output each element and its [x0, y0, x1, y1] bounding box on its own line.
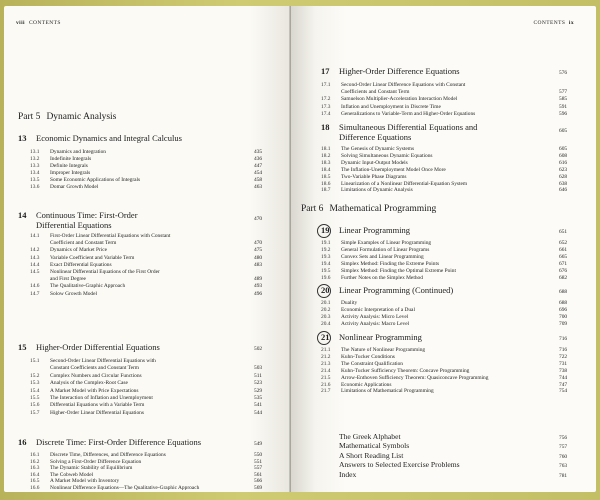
section-number: 16.6	[30, 485, 40, 491]
section-number: 13.4	[30, 169, 40, 176]
section-page: 447	[254, 162, 263, 169]
section-number: 18.5	[321, 173, 331, 180]
section-page: 731	[559, 360, 568, 367]
section-title: Nonlinear Differential Equations of the First Order	[50, 269, 160, 275]
section-page: 480	[254, 254, 263, 261]
section-page: 628	[559, 173, 568, 180]
back-matter-page: 757	[559, 444, 568, 451]
chapter-page: 716	[559, 336, 568, 342]
back-matter-title: A Short Reading List	[339, 450, 404, 460]
section-page: 709	[559, 320, 568, 327]
section-title: Kuhn-Tucker Conditions	[341, 353, 395, 360]
section-number: 18.7	[321, 187, 331, 194]
section-title: The Inflation-Unemployment Model Once More	[341, 166, 446, 173]
section-page: 541	[254, 402, 263, 409]
section-title: Simple Examples of Linear Programming	[341, 240, 432, 246]
chapter-page: 605	[559, 128, 568, 134]
section-page: 503	[254, 365, 263, 372]
section-page: 608	[559, 152, 568, 159]
back-matter-page: 760	[559, 453, 568, 460]
section-page: 661	[559, 246, 568, 253]
section-number: 15.4	[30, 387, 40, 394]
section-page: 561	[254, 471, 263, 478]
section-number: 20.2	[321, 306, 331, 313]
section-number: 20.1	[321, 300, 331, 306]
part-label: Part 5	[18, 112, 41, 122]
section-title: Domar Growth Model	[50, 183, 99, 190]
section-number: 16.1	[30, 452, 40, 458]
section-title: Solow Growth Model	[50, 290, 98, 297]
section-number: 21.7	[321, 388, 331, 395]
section-title: Analysis of the Complex-Root Case	[50, 380, 128, 387]
section-title: Simplex Method: Finding the Optimal Extreme Point	[341, 267, 456, 274]
page-number: ix	[568, 20, 574, 26]
section-title: Samuelson Multiplier-Acceleration Interaction Model	[341, 96, 458, 103]
chapter-page: 502	[254, 346, 263, 352]
chapter-title-cont: Differential Equations	[36, 219, 112, 230]
section-number: 19.1	[321, 240, 331, 246]
section-page: 566	[254, 478, 263, 485]
section-page: 569	[254, 485, 263, 491]
left-page	[4, 6, 291, 492]
section-title: First-Order Linear Differential Equations with Constant	[50, 233, 171, 239]
section-number: 14.7	[30, 290, 40, 297]
chapter-title: Nonlinear Programming	[339, 332, 422, 342]
back-matter-page: 756	[559, 435, 568, 441]
section-title: General Formulation of Linear Programs	[341, 246, 430, 253]
part-title-text: Dynamic Analysis	[46, 112, 117, 122]
section-page: 646	[559, 187, 568, 194]
section-number: 13.5	[30, 176, 40, 183]
section-number: 19.4	[321, 260, 331, 267]
section-number: 14.6	[30, 283, 40, 290]
section-number: 13.2	[30, 155, 40, 162]
section-number: 18.4	[321, 166, 331, 173]
section-page: 638	[559, 180, 568, 187]
back-matter-title: The Greek Alphabet	[339, 432, 401, 441]
part-title-text: Mathematical Programming	[329, 204, 437, 214]
section-number: 15.5	[30, 395, 40, 401]
chapter-page: 549	[254, 441, 263, 447]
section-page: 605	[559, 146, 568, 152]
chapter-number: 20	[321, 285, 330, 295]
section-title: Dynamics of Market Price	[50, 247, 108, 254]
chapter-title: Linear Programming (Continued)	[339, 285, 454, 295]
running-head-left	[16, 20, 61, 26]
section-number: 17.3	[321, 103, 331, 110]
part-heading	[301, 204, 436, 214]
section-title: Economic Interpretation of a Dual	[341, 306, 415, 313]
section-page: 747	[559, 381, 568, 388]
chapter-number: 13	[18, 133, 27, 143]
section-number: 19.3	[321, 253, 331, 260]
section-page: 671	[559, 260, 568, 267]
section-title: Further Notes on the Simplex Method	[341, 274, 423, 281]
back-matter-page: 781	[559, 472, 568, 479]
section-page: 716	[559, 347, 568, 353]
section-title: Differential Equations with a Variable Term	[50, 402, 145, 409]
section-page: 665	[559, 253, 568, 260]
chapter-page: 651	[559, 229, 568, 235]
section-number: 16.2	[30, 458, 40, 465]
section-page: 523	[254, 380, 263, 387]
section-title: Dynamic Input-Output Models	[341, 159, 408, 166]
section-page: 722	[559, 353, 568, 360]
chapter-number: 16	[18, 437, 27, 447]
chapter-number: 17	[321, 66, 330, 76]
chapter-title: Higher-Order Differential Equations	[36, 342, 160, 352]
section-page: 470	[254, 240, 263, 247]
section-title: and First Degree	[50, 276, 86, 283]
back-matter-item	[339, 470, 583, 479]
chapter-title: Linear Programming	[339, 225, 411, 235]
section-title: The Genesis of Dynamic Systems	[341, 146, 415, 152]
back-matter-item	[339, 432, 583, 441]
section-title: Activity Analysis: Macro Level	[341, 320, 410, 327]
section-title: Coefficient and Constant Term	[50, 240, 117, 247]
section-title: Complex Numbers and Circular Functions	[50, 372, 142, 379]
section-page: 454	[254, 169, 263, 176]
section-page: 557	[254, 465, 263, 472]
section-title: Economic Applications	[341, 381, 392, 388]
chapter-number: 19	[321, 225, 330, 235]
section-title: Solving a First-Order Difference Equation	[50, 458, 142, 465]
section-title: Duality	[341, 300, 358, 306]
section-number: 14.1	[30, 233, 40, 239]
chapter-page: 576	[559, 70, 568, 76]
section-title: Second-Order Linear Differential Equations with	[50, 358, 156, 364]
chapter-title: Economic Dynamics and Integral Calculus	[36, 133, 182, 143]
page-number: viii	[16, 20, 25, 26]
chapter-page: 688	[559, 289, 568, 295]
chapter-title: Higher-Order Difference Equations	[339, 66, 460, 76]
section-page: 577	[559, 89, 568, 96]
section-number: 21.4	[321, 367, 331, 374]
section-page: 535	[254, 395, 263, 401]
section-page: 436	[254, 155, 263, 162]
section-number: 13.3	[30, 162, 40, 169]
section-page: 493	[254, 283, 263, 290]
section-number: 19.5	[321, 267, 331, 274]
section-number: 15.7	[30, 409, 40, 416]
section-page: 458	[254, 176, 263, 183]
section-page: 744	[559, 374, 568, 381]
chapter-title: Simultaneous Differential Equations and	[339, 122, 478, 132]
part-label: Part 6	[301, 204, 324, 214]
section-title: Kuhn-Tucker Sufficiency Theorem: Concave Programming	[341, 367, 470, 374]
back-matter-title: Index	[339, 469, 357, 479]
chapter-number: 15	[18, 342, 27, 352]
section-title: Limitations of Mathematical Programming	[341, 388, 434, 395]
chapter-number: 21	[321, 332, 330, 342]
section-page: 489	[254, 276, 263, 283]
section-number: 14.2	[30, 247, 40, 254]
section-page: 551	[254, 458, 263, 465]
chapter-title: Continuous Time: First-Order	[36, 210, 138, 220]
part-heading	[18, 112, 116, 122]
section-title: Constant Coefficients and Constant Term	[50, 365, 139, 372]
section-title: Convex Sets and Linear Programming	[341, 253, 424, 260]
section-number: 13.1	[30, 149, 40, 155]
back-matter-page: 763	[559, 463, 568, 470]
section-page: 676	[559, 267, 568, 274]
section-page: 463	[254, 183, 263, 190]
back-matter-item	[339, 451, 583, 460]
section-number: 16.4	[30, 471, 40, 478]
section-number: 18.1	[321, 146, 331, 152]
section-number: 21.6	[321, 381, 331, 388]
section-title: The Qualitative-Graphic Approach	[50, 283, 126, 290]
section-number: 15.6	[30, 402, 40, 409]
section-number: 16.3	[30, 465, 40, 472]
section-title: The Nature of Nonlinear Programming	[341, 347, 426, 353]
section-title: Definite Integrals	[50, 162, 88, 169]
section-page: 550	[254, 452, 263, 458]
section-title: The Dynamic Stability of Equilibrium	[50, 465, 133, 472]
section-number: 15.3	[30, 380, 40, 387]
section-page: 585	[559, 96, 568, 103]
section-page: 435	[254, 149, 263, 155]
section-number: 21.3	[321, 360, 331, 367]
section-number: 18.3	[321, 159, 331, 166]
section-title: Simplex Method: Finding the Extreme Points	[341, 260, 440, 267]
section-page: 738	[559, 367, 568, 374]
chapter-number: 18	[321, 122, 330, 132]
section-page: 475	[254, 247, 263, 254]
running-head-title: CONTENTS	[28, 20, 61, 26]
section-page: 696	[559, 306, 568, 313]
section-title: The Interaction of Inflation and Unemployment	[50, 395, 153, 401]
section-title: Linearization of a Nonlinear Differential-Equation System	[341, 180, 468, 187]
section-title: Coefficients and Constant Term	[341, 89, 410, 96]
section-title: Generalizations to Variable-Term and Higher-Order Equations	[341, 110, 476, 117]
section-title: A Market Model with Inventory	[50, 478, 120, 485]
section-title: Improper Integrals	[50, 169, 91, 176]
section-title: Variable Coefficient and Variable Term	[50, 254, 135, 261]
section-number: 20.4	[321, 320, 331, 327]
section-number: 20.3	[321, 313, 331, 320]
section-title: Nonlinear Difference Equations—The Qualitative-Graphic Approach	[50, 485, 200, 491]
section-page: 483	[254, 261, 263, 268]
section-number: 19.6	[321, 274, 331, 281]
section-page: 688	[559, 300, 568, 306]
section-title: Solving Simultaneous Dynamic Equations	[341, 152, 433, 159]
section-title: Discrete Time, Differences, and Difference Equations	[50, 452, 166, 458]
section-page: 616	[559, 159, 568, 166]
section-number: 21.1	[321, 347, 331, 353]
section-title: The Cobweb Model	[50, 471, 94, 478]
section-page: 511	[254, 372, 262, 379]
section-page: 596	[559, 110, 568, 117]
section-number: 15.2	[30, 372, 40, 379]
section-title: Activity Analysis: Micro Level	[341, 313, 409, 320]
section-page: 682	[559, 274, 568, 281]
section-page: 591	[559, 103, 568, 110]
section-title: Limitations of Dynamic Analysis	[341, 187, 413, 194]
section-title: Dynamics and Integration	[50, 149, 106, 155]
section-number: 14.4	[30, 261, 40, 268]
section-page: 700	[559, 313, 568, 320]
chapter-title: Discrete Time: First-Order Difference Equations	[36, 437, 202, 447]
section-page: 754	[559, 388, 568, 395]
section-page: 544	[254, 409, 263, 416]
section-number: 21.2	[321, 353, 331, 360]
section-number: 17.2	[321, 96, 331, 103]
section-number: 21.5	[321, 374, 331, 381]
chapter-title-cont: Difference Equations	[339, 131, 412, 142]
section-title: Indefinite Integrals	[50, 155, 92, 162]
section-title: Inflation and Unemployment in Discrete Time	[341, 103, 441, 110]
section-title: Two-Variable Phase Diagrams	[341, 173, 407, 180]
section-number: 16.5	[30, 478, 40, 485]
back-matter-item	[339, 460, 583, 469]
section-page: 529	[254, 387, 263, 394]
right-page	[291, 6, 596, 492]
chapter-number: 14	[18, 210, 27, 220]
running-head-title: CONTENTS	[533, 20, 566, 26]
section-number: 17.1	[321, 82, 331, 88]
section-title: Higher-Order Linear Differential Equations	[50, 409, 144, 416]
running-head-right	[533, 20, 578, 26]
section-title: The Constraint Qualification	[341, 360, 403, 367]
chapter-page: 470	[254, 216, 263, 222]
back-matter-item	[339, 441, 583, 450]
section-number: 17.4	[321, 110, 331, 117]
section-title: A Market Model with Price Expectations	[50, 387, 139, 394]
section-page: 652	[559, 240, 568, 246]
section-title: Second-Order Linear Difference Equations with Constant	[341, 82, 466, 88]
back-matter-title: Mathematical Symbols	[339, 441, 410, 451]
section-number: 18.6	[321, 180, 331, 187]
section-number: 18.2	[321, 152, 331, 159]
section-title: Exact Differential Equations	[50, 261, 112, 268]
section-number: 19.2	[321, 246, 331, 253]
section-title: Arrow-Enthoven Sufficiency Theorem: Quasiconcave Programming	[341, 374, 489, 381]
section-number: 15.1	[30, 358, 40, 364]
section-page: 496	[254, 290, 263, 297]
section-title: Some Economic Applications of Integrals	[50, 176, 141, 183]
back-matter-title: Answers to Selected Exercise Problems	[339, 460, 460, 470]
section-page: 623	[559, 166, 568, 173]
section-number: 14.5	[30, 269, 40, 275]
section-number: 13.6	[30, 183, 40, 190]
section-number: 14.3	[30, 254, 40, 261]
